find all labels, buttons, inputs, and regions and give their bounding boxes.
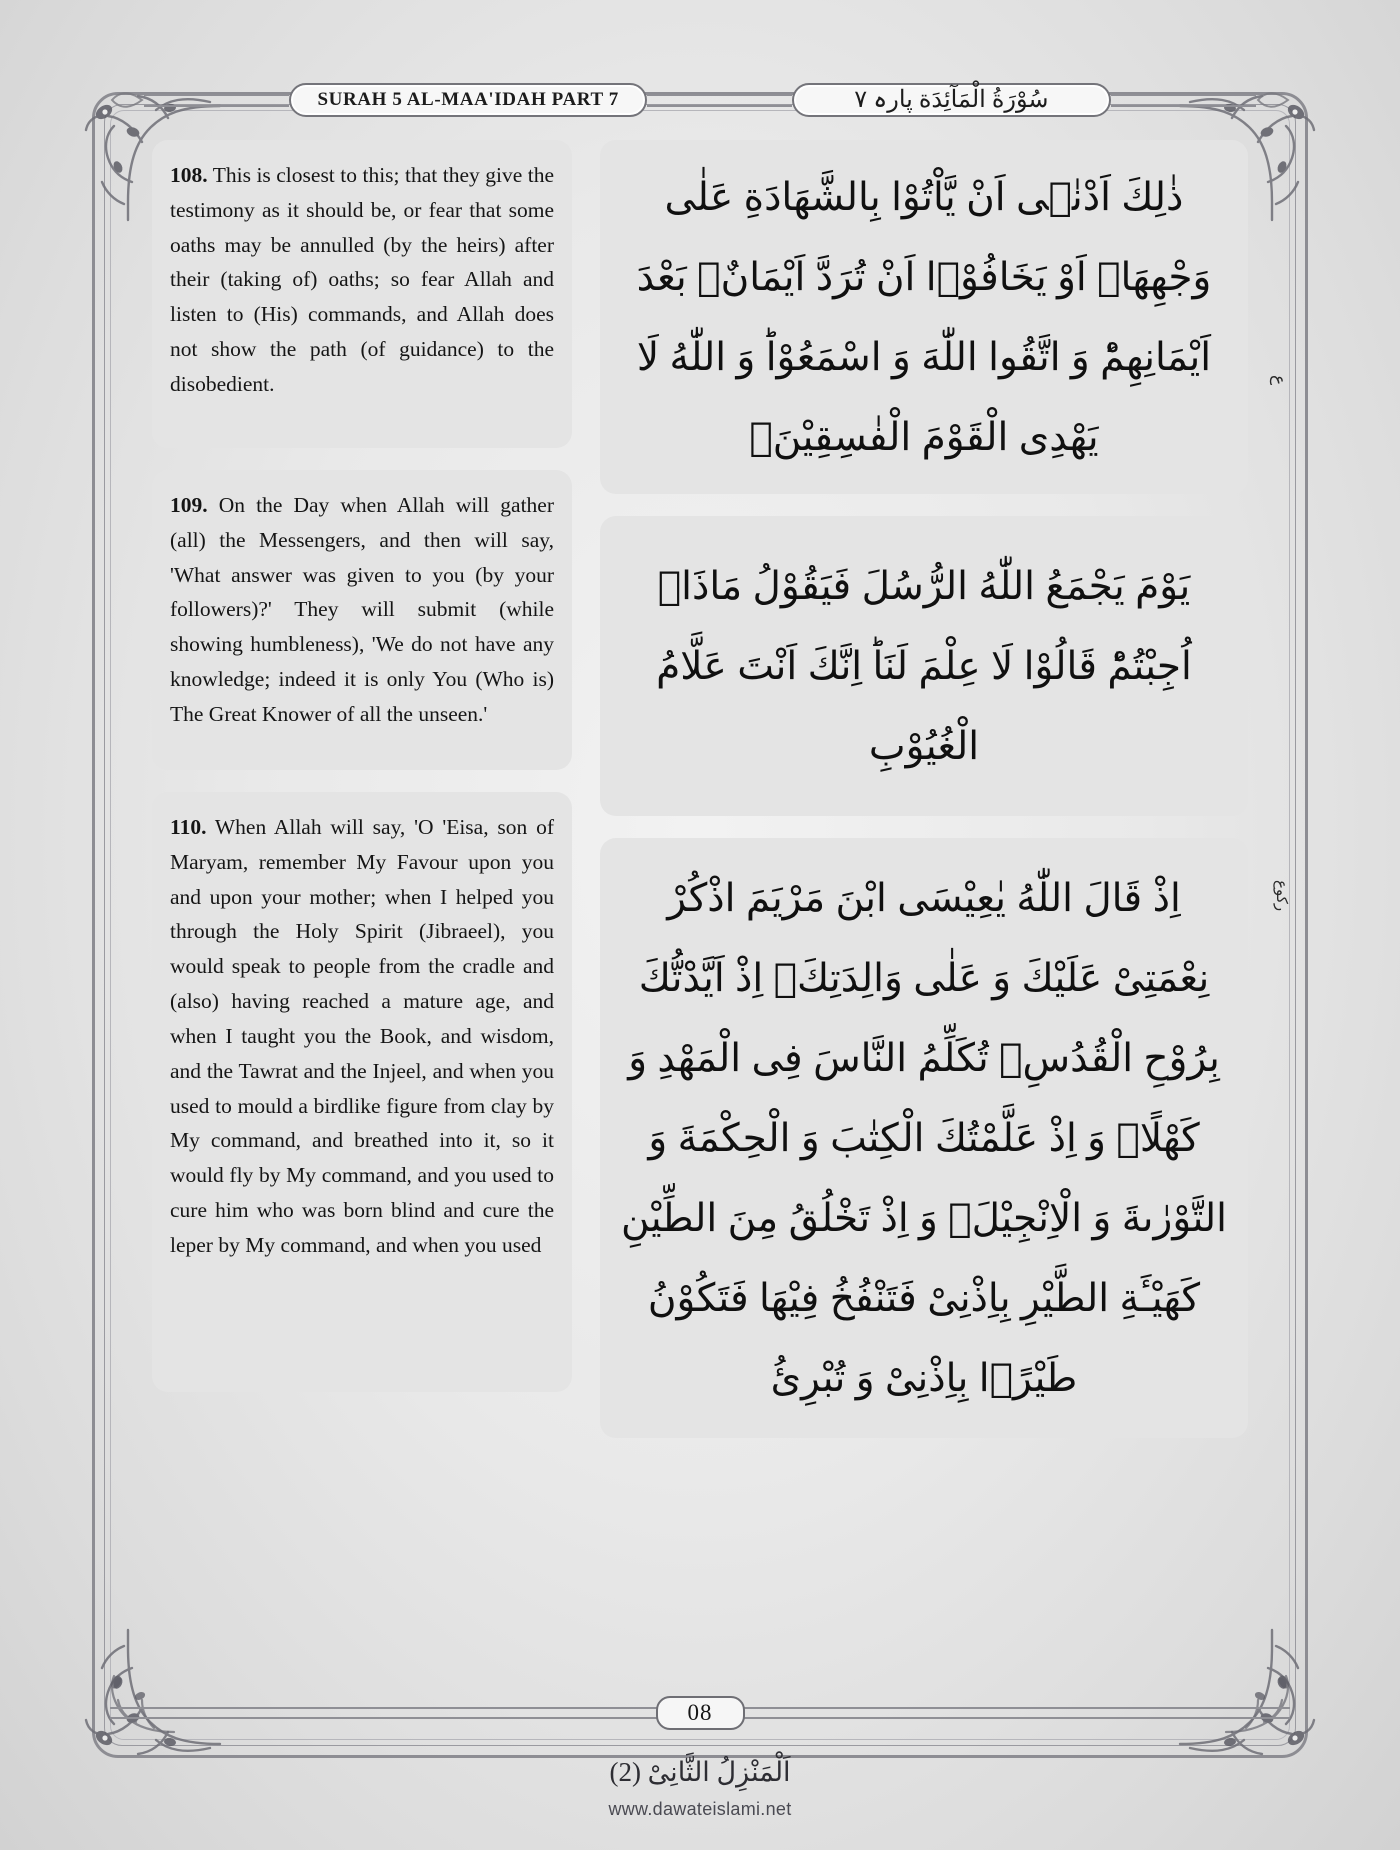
verse-number-108: 108. — [170, 163, 208, 187]
verse-number-109: 109. — [170, 493, 208, 517]
verse-translation-108 — [152, 140, 572, 448]
header-tip-right-icon — [1256, 87, 1290, 113]
header-rule-left — [144, 94, 289, 107]
verse-columns — [152, 140, 1248, 1680]
verse-arabic-109 — [600, 516, 1248, 816]
ruku-marker-top: ع — [1270, 375, 1289, 386]
verse-arabic-108 — [600, 140, 1248, 494]
surah-title-cartouche — [289, 83, 646, 117]
verse-number-110: 110. — [170, 815, 207, 839]
arabic-text-108: ذٰلِكَ اَدْنٰۤى اَنْ یَّاْتُوْا بِالشَّهَادَةِ عَلٰى وَجْهِهَاۤ اَوْ یَخَافُوْۤا اَنْ تُرَدَّ اَیْمَانٌۢ بَعْدَ اَیْمَانِهِمْؕ وَ اتَّقُوا اللّٰهَ وَ اسْمَعُوْاؕ وَ اللّٰهُ لَا یَهْدِی الْقَوْمَ الْفٰسِقِیْنَ۠ — [636, 175, 1212, 460]
page-number: 08 — [656, 1696, 745, 1730]
page-header — [110, 78, 1290, 122]
header-rule-right — [1111, 94, 1256, 107]
header-rule-middle — [647, 94, 792, 107]
verse-translation-110 — [152, 792, 572, 1392]
surah-title: SURAH 5 AL-MAA'IDAH PART 7 — [317, 89, 619, 110]
page-footer — [110, 1694, 1290, 1732]
juz-label: اَلْمَنْزِلُ الثَّانِیْ (2) — [609, 1757, 791, 1787]
verse-text-109: On the Day when Allah will gather (all) the Messengers, and then will say, 'What answer was given to you (by your followers)?' They will submit (while showing humbleness), 'We do not have any knowledge; indeed it is only You (Who is) The Great Knower of all the unseen.' — [170, 493, 555, 726]
ruku-marker-bottom: رکوع — [1273, 880, 1289, 912]
website-url[interactable]: www.dawateislami.net — [608, 1799, 792, 1819]
surah-title-arabic: سُوْرَةُ الْمَآئِدَة پارہ ۷ — [854, 86, 1049, 113]
header-tip-left-icon — [110, 87, 144, 113]
verse-translation-109 — [152, 470, 572, 770]
verse-text-110: When Allah will say, 'O 'Eisa, son of Maryam, remember My Favour upon you and upon your mother; when I helped you through the Holy Spirit (Jibraeel), you would speak to people from the cradle and (also) having reached a mature age, and when I taught you the Book, and wisdom, and the Tawrat and the Injeel, and when you used to mould a birdlike figure from clay by My command, and breathed into it, so it would fly by My command, and you used to cure him who was born blind and cure the leper by My command, and when you used — [170, 815, 554, 1257]
arabic-text-109: یَوْمَ یَجْمَعُ اللّٰهُ الرُّسُلَ فَیَقُوْلُ مَاذَاۤ اُجِبْتُمْؕ قَالُوْا لَا عِلْمَ لَنَاؕ اِنَّكَ اَنْتَ عَلَّامُ الْغُیُوْبِ — [656, 563, 1192, 769]
verse-arabic-110 — [600, 838, 1248, 1438]
translation-column — [152, 140, 572, 1680]
arabic-text-110: اِذْ قَالَ اللّٰهُ یٰعِیْسَى ابْنَ مَرْیَمَ اذْكُرْ نِعْمَتِیْ عَلَیْكَ وَ عَلٰى وَالِدَتِكَۘ اِذْ اَیَّدْتُّكَ بِرُوْحِ الْقُدُسِ۫ تُكَلِّمُ النَّاسَ فِی الْمَهْدِ وَ كَهْلًاۚ وَ اِذْ عَلَّمْتُكَ الْكِتٰبَ وَ الْحِكْمَةَ وَ التَّوْرٰىةَ وَ الْاِنْجِیْلَۚ وَ اِذْ تَخْلُقُ مِنَ الطِّیْنِ كَهَیْـَٔةِ الطَّیْرِ بِاِذْنِیْ فَتَنْفُخُ فِیْهَا فَتَكُوْنُ طَیْرًۢا بِاِذْنِیْ وَ تُبْرِئُ — [621, 875, 1227, 1401]
surah-title-arabic-cartouche — [792, 83, 1110, 117]
verse-text-108: This is closest to this; that they give the testimony as it should be, or fear that some oaths may be annulled (by the heirs) after their (taking of) oaths; so fear Allah and listen to (His) commands, and Allah does not show the path (of guidance) to the disobedient. — [170, 163, 554, 396]
arabic-column — [600, 140, 1248, 1680]
